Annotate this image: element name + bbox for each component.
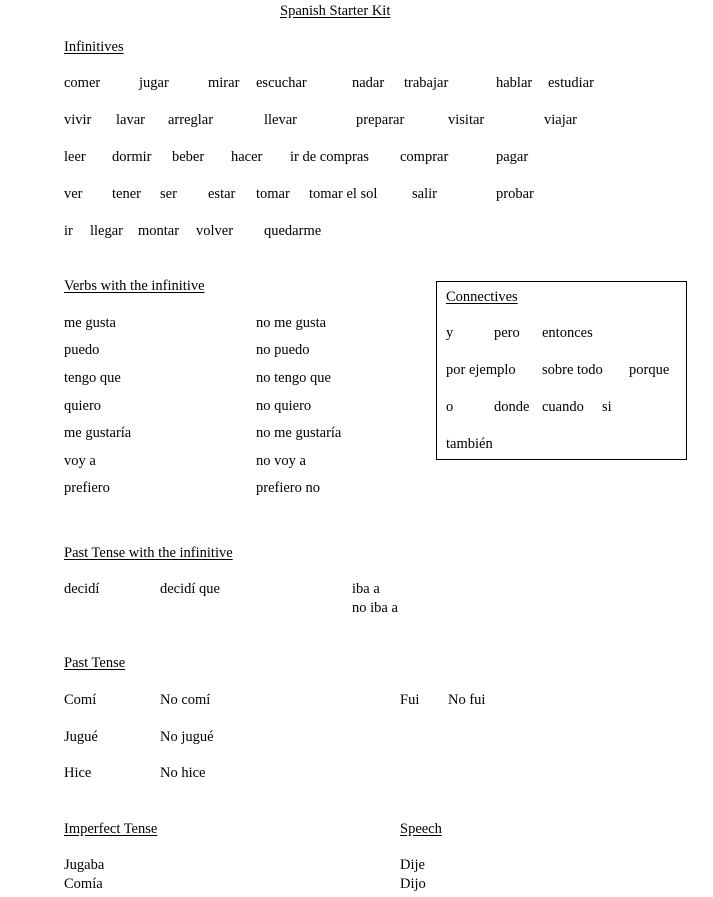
connective-word: si: [602, 399, 612, 415]
infinitive-word: quedarme: [264, 223, 322, 239]
verbs-infinitive-heading: Verbs with the infinitive: [64, 278, 205, 294]
infinitive-word: estudiar: [548, 75, 594, 91]
past-tense-positive: Fui: [400, 692, 420, 708]
infinitive-word: ser: [160, 186, 177, 202]
past-infinitive-item: decidí: [64, 581, 100, 597]
verb-negative: no me gusta: [256, 315, 327, 331]
infinitive-word: estar: [208, 186, 236, 202]
past-tense-negative: No jugué: [160, 729, 214, 745]
infinitive-word: beber: [172, 149, 205, 165]
infinitive-word: dormir: [112, 149, 152, 165]
infinitive-word: ver: [64, 186, 83, 202]
verb-negative: no voy a: [256, 453, 306, 469]
connective-word: porque: [629, 362, 670, 378]
infinitive-word: pagar: [496, 149, 529, 165]
infinitive-word: visitar: [448, 112, 485, 128]
infinitive-word: salir: [412, 186, 437, 202]
verb-positive: tengo que: [64, 370, 121, 386]
verb-negative: no tengo que: [256, 370, 331, 386]
speech-item: Dijo: [400, 876, 426, 892]
past-tense-negative: No hice: [160, 765, 206, 781]
verb-positive: me gustaría: [64, 425, 132, 441]
speech-heading: Speech: [400, 821, 442, 837]
past-tense-negative: No comí: [160, 692, 211, 708]
connective-word: y: [446, 325, 454, 341]
connective-word: o: [446, 399, 454, 415]
connective-word: también: [446, 436, 493, 452]
imperfect-item: Comía: [64, 876, 103, 892]
connective-word: donde: [494, 399, 530, 415]
infinitive-word: probar: [496, 186, 534, 202]
page-title: Spanish Starter Kit: [280, 3, 391, 19]
infinitive-word: tener: [112, 186, 141, 202]
infinitive-word: tomar el sol: [309, 186, 378, 202]
connective-word: sobre todo: [542, 362, 603, 378]
infinitive-word: ir de compras: [290, 149, 369, 165]
infinitive-word: escuchar: [256, 75, 307, 91]
verb-positive: me gusta: [64, 315, 116, 331]
infinitive-word: ir: [64, 223, 73, 239]
infinitives-heading: Infinitives: [64, 39, 124, 55]
speech-item: Dije: [400, 857, 425, 873]
verb-positive: voy a: [64, 453, 96, 469]
imperfect-heading: Imperfect Tense: [64, 821, 158, 837]
verb-negative: no quiero: [256, 398, 312, 414]
connective-word: por ejemplo: [446, 362, 516, 378]
infinitive-word: tomar: [256, 186, 290, 202]
infinitive-word: comprar: [400, 149, 449, 165]
past-infinitive-heading: Past Tense with the infinitive: [64, 545, 233, 561]
infinitive-word: jugar: [139, 75, 169, 91]
past-infinitive-item: iba a: [352, 581, 380, 597]
infinitive-word: arreglar: [168, 112, 214, 128]
connective-word: cuando: [542, 399, 584, 415]
past-tense-positive: Jugué: [64, 729, 98, 745]
verb-negative: no puedo: [256, 342, 310, 358]
connectives-heading: Connectives: [446, 289, 518, 305]
connective-word: entonces: [542, 325, 593, 341]
infinitive-word: leer: [64, 149, 86, 165]
verb-negative: no me gustaría: [256, 425, 342, 441]
connective-word: pero: [494, 325, 520, 341]
past-tense-heading: Past Tense: [64, 655, 126, 671]
imperfect-item: Jugaba: [64, 857, 105, 873]
infinitive-word: vivir: [64, 112, 92, 128]
infinitive-word: llevar: [264, 112, 298, 128]
past-infinitive-item: no iba a: [352, 600, 398, 616]
infinitive-word: trabajar: [404, 75, 449, 91]
infinitive-word: nadar: [352, 75, 385, 91]
past-infinitive-item: decidí que: [160, 581, 220, 597]
infinitive-word: llegar: [90, 223, 124, 239]
verb-positive: quiero: [64, 398, 102, 414]
verb-positive: prefiero: [64, 480, 110, 496]
infinitive-word: viajar: [544, 112, 578, 128]
past-tense-negative: No fui: [448, 692, 486, 708]
infinitive-word: comer: [64, 75, 101, 91]
infinitive-word: preparar: [356, 112, 405, 128]
infinitive-word: volver: [196, 223, 234, 239]
verb-negative: prefiero no: [256, 480, 321, 496]
infinitive-word: hablar: [496, 75, 533, 91]
past-tense-positive: Hice: [64, 765, 92, 781]
verb-positive: puedo: [64, 342, 100, 358]
infinitive-word: hacer: [231, 149, 263, 165]
infinitive-word: mirar: [208, 75, 240, 91]
infinitive-word: montar: [138, 223, 180, 239]
infinitive-word: lavar: [116, 112, 145, 128]
past-tense-positive: Comí: [64, 692, 97, 708]
